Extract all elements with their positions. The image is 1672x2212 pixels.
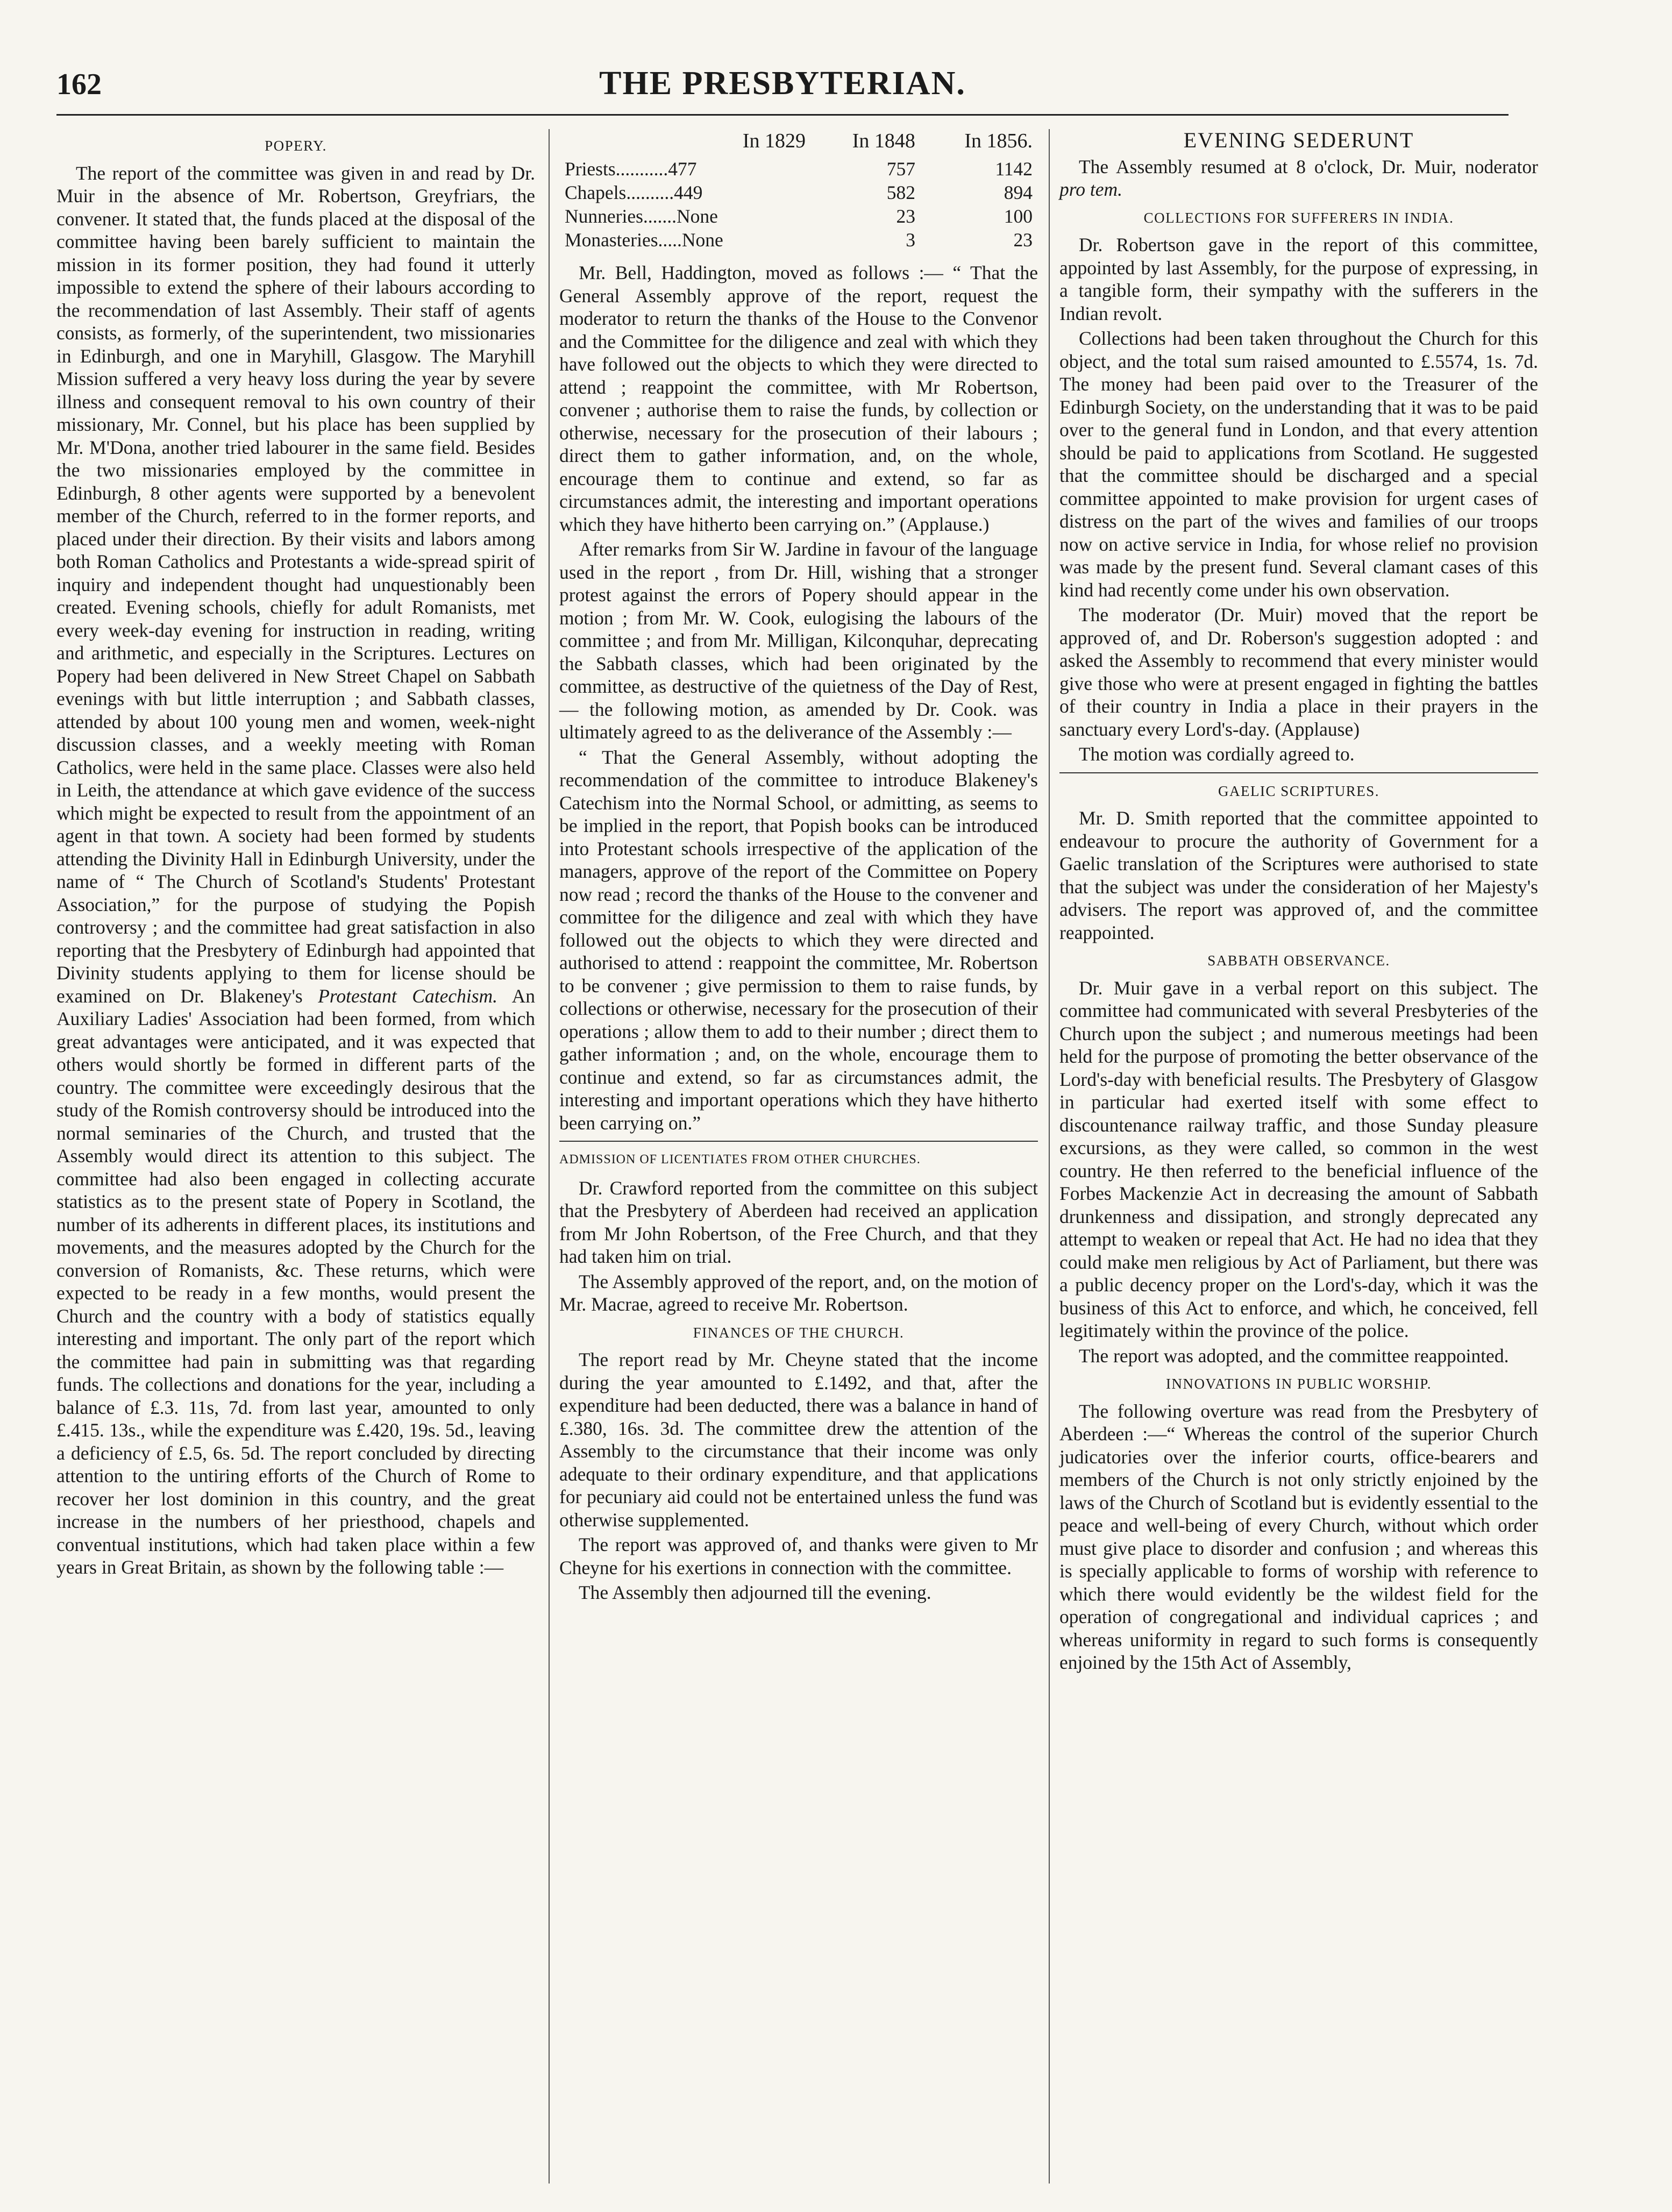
popery-statistics-table [559, 129, 1038, 252]
popery-text-italic: Protestant Catechism. [318, 985, 498, 1007]
section-heading-sabbath: SABBATH OBSERVANCE. [1207, 952, 1390, 969]
resumed-text: The Assembly resumed at 8 o'clock, Dr. Muir, noderator [1079, 155, 1538, 177]
deliverance-paragraph: “ That the General Assembly, without adopting the recommendation of the committee to introduce Blakeney's Catechism into the Normal School, or admitting, as seems to be implied in the report, that Popish books can be introduced into Protestant schools irrespective of the application of the managers, approve of the report of the Committee on Popery now read ; record the thanks of the House to the convener and committee for the diligence and zeal with which they have followed out the objects to which they were directed and authorised to attend : reappoint the committee, Mr. Robertson to be convener ; give permission to them to raise funds, by collections or otherwise, necessary for the prosecution of their operations ; allow them to add to their number ; direct them to gather information ; and, on the whole, encourage them to continue and extend, so far as circumstances admit, the interesting and important operations which they have hitherto been carrying on.” [559, 746, 1038, 1134]
page-number: 162 [56, 68, 102, 101]
row-value-1848: 23 [896, 205, 915, 227]
section-heading-popery: POPERY. [265, 138, 327, 154]
moderator-paragraph: The moderator (Dr. Muir) moved that the report be approved of, and Dr. Roberson's suggestion adopted : and asked the Assembly to recommend that every minister would give those who were at present engaged in fighting the battles of their country in India a place in their prayers in the sanctuary every Lord's-day. (Applause) [1059, 604, 1538, 740]
column-divider-2 [1049, 129, 1050, 2183]
macrae-paragraph: The Assembly approved of the report, and, on the motion of Mr. Macrae, agreed to receive Mr. Robertson. [559, 1270, 1038, 1315]
row-value-1856: 1142 [995, 158, 1033, 180]
table-row [559, 157, 1038, 181]
popery-paragraph [56, 162, 535, 1579]
header-rule [56, 114, 1509, 116]
sabbath-paragraph: Dr. Muir gave in a verbal report on this subject. The committee had communicated with several Presbyteries of the Church upon the subject ; and numerous meetings had been held for the purpose of promoting the better observance of the Lord's-day with beneficial results. The Presbytery of Glasgow in particular had exerted itself with some effect to discountenance railway traffic, and those Sunday pleasure excursions, as they were called, so common in the west country. He then referred to the beneficial influence of the Forbes Mackenzie Act in decreasing the amount of Sabbath drunkenness and dissipation, and strongly deprecated any attempt to weaken or repeal that Act. He had no idea that they could make men religious by Act of Parliament, but there was a public decency proper on the Lord's-day, which it was the business of this Act to enforce, and which, he conceived, fell legitimately within the province of the police. [1059, 977, 1538, 1341]
cheyne-thanks-paragraph: The report was approved of, and thanks were given to Mr Cheyne for his exertions in connection with the committee. [559, 1534, 1038, 1578]
section-heading-licentiates: ADMISSION OF LICENTIATES FROM OTHER CHURCHES. [559, 1153, 921, 1167]
row-value-1848: 3 [906, 229, 915, 251]
overture-paragraph: The following overture was read from the Presbytery of Aberdeen :—“ Whereas the control of the superior Church judicatories over the inferior courts, office-bearers and members of the Church is not only strictly enjoined by the laws of the Church of Scotland but is evidently essential to the peace and well-being of every Church, without which order must give place to disorder and confusion ; and whereas this is specially applicable to forms of worship with reference to which there would evidently be the wildest field for the operation of congregational and individual caprices ; and whereas uniformity in regard to such forms is consequently enjoined by the 15th Act of Assembly, [1059, 1400, 1538, 1673]
row-value-1856: 23 [1013, 229, 1033, 251]
row-label: Priests...........477 [565, 158, 697, 180]
column-divider-1 [549, 129, 550, 2183]
row-label: Monasteries.....None [565, 229, 723, 251]
section-heading-finances: FINANCES OF THE CHURCH. [693, 1324, 905, 1341]
table-header-1856: In 1856. [964, 130, 1033, 152]
table-row [559, 228, 1038, 252]
section-divider [559, 1141, 1038, 1142]
row-value-1848: 582 [886, 182, 915, 203]
row-value-1848: 757 [886, 158, 915, 180]
column-3 [1059, 129, 1538, 1676]
row-label: Chapels..........449 [565, 182, 703, 203]
page-header [56, 65, 1509, 110]
bell-motion-paragraph: Mr. Bell, Haddington, moved as follows :— “ That the General Assembly approve of the report, request the moderator to return the thanks of the House to the Convenor and the Committee for the diligence and zeal with which they have followed out the objects to which they were directed to attend ; reappoint the committee, with Mr Robertson, convener ; authorise them to raise the funds, by collection or otherwise, necessary for the prosecution of their labours ; direct them to gather information, and, on the whole, encourage them to continue and extend, so far as circumstances admit, the interesting and important operations which they have hitherto been carrying on.” (Applause.) [559, 262, 1038, 535]
gaelic-paragraph: Mr. D. Smith reported that the committee appointed to endeavour to procure the authority of Government for a Gaelic translation of the Scriptures were authorised to state that the subject was under the consideration of her Majesty's advisers. The report was approved of, and the committee reappointed. [1059, 807, 1538, 943]
section-divider [1059, 772, 1538, 773]
section-heading-india: COLLECTIONS FOR SUFFERERS IN INDIA. [1143, 209, 1454, 226]
row-label: Nunneries.......None [565, 205, 718, 227]
table-header-1829: In 1829 [742, 130, 806, 152]
crawford-paragraph: Dr. Crawford reported from the committee on this subject that the Presbytery of Aberdeen had received an application from Mr John Robertson, of the Free Church, and that they had taken him on trial. [559, 1177, 1038, 1267]
cheyne-report-paragraph: The report read by Mr. Cheyne stated that the income during the year amounted to £.1492, and that, after the expenditure had been deducted, there was a balance in hand of £.380, 16s. 3d. The committee drew the attention of the Assembly to the circumstance that their income was only adequate to their ordinary expenditure, and that applications for pecuniary aid could not be entertained unless the fund was otherwise supplemented. [559, 1349, 1038, 1531]
running-title: THE PRESBYTERIAN. [599, 65, 966, 102]
adjourned-paragraph: The Assembly then adjourned till the evening. [579, 1582, 931, 1603]
row-value-1856: 100 [1004, 205, 1033, 227]
section-heading-evening-sederunt: EVENING SEDERUNT [1183, 128, 1414, 152]
column-1 [56, 129, 535, 1581]
collections-paragraph: Collections had been taken throughout the Church for this object, and the total sum raised amounted to £.5574, 1s. 7d. The money had been paid over to the Treasurer of the Edinburgh Society, on the understanding that it was to be paid over to the general fund in London, and that every attention should be paid to applications from Scotland. He suggested that the committee should be discharged and a special committee appointed to make provision for urgent cases of distress on the part of the wives and families of our troops now on active service in India, for whose relief no provision was made by the present fund. Several clamant cases of this kind had recently come under his own observation. [1059, 328, 1538, 601]
column-2 [559, 129, 1038, 1606]
popery-text-a: The report of the committee was given in and read by Dr. Muir in the absence of Mr. Robertson, Greyfriars, the convener. It stated that, the funds placed at the disposal of the committee having been barely sufficient to maintain the mission in its former position, they had found it utterly impossible to extend the sphere of their labours according to the recommendation of last Assembly. Their staff of agents consists, as formerly, of the superintendent, two missionaries in Edinburgh, and one in Maryhill, Glasgow. The Maryhill Mission suffered a very heavy loss during the year by severe illness and consequent removal to his own country of their missionary, Mr. Connel, but his place has been supplied by Mr. M'Dona, another tried labourer in the same field. Besides the two missionaries employed by the committee in Edinburgh, 8 other agents were supported by a benevolent member of the Church, referred to in the former reports, and placed under their direction. By their visits and labors among both Roman Catholics and Protestants a wide-spread spirit of inquiry and independent thought had unquestionably been created. Evening schools, chiefly for adult Romanists, met every week-day evening for instruction in reading, writing and arithmetic, and especially in the Scriptures. Lectures on Popery had been delivered in New Street Chapel on Sabbath evenings with but little interruption ; and Sabbath classes, attended by about 100 young men and women, week-night discussion classes, and a weekly meeting with Roman Catholics, were held in the same place. Classes were also held in Leith, the attendance at which gave evidence of the success which might be expected to result from the appointment of an agent in that town. A society had been formed by students attending the Divinity Hall in Edinburgh University, under the name of “ The Church of Scotland's Students' Protestant Association,” for the purpose of studying the Popish controversy ; and the committee had great satisfaction in also reporting that the Presbytery of Edinburgh had appointed that Divinity students applying to them for license should be examined on Dr. Blakeney's [56, 162, 535, 1007]
motion-agreed-paragraph: The motion was cordially agreed to. [1079, 743, 1355, 765]
table-row [559, 204, 1038, 228]
resumed-paragraph [1059, 155, 1538, 201]
row-value-1856: 894 [1004, 182, 1033, 203]
robertson-india-paragraph: Dr. Robertson gave in the report of this committee, appointed by last Assembly, for the purpose of expressing, in a tangible form, their sympathy with the sufferers in the Indian revolt. [1059, 234, 1538, 324]
resumed-italic: pro tem. [1059, 179, 1123, 200]
table-header-row [559, 129, 1038, 157]
remarks-paragraph: After remarks from Sir W. Jardine in favour of the language used in the report , from Dr. Hill, wishing that a stronger protest against the errors of Popery should appear in the motion ; from Mr. W. Cook, eulogising the labours of the committee ; and from Mr. Milligan, Kilconquhar, deprecating the Sabbath classes, which had been originated by the committee, as destructive of the quietness of the Day of Rest,— the following motion, as amended by Dr. Cook. was ultimately agreed to as the deliverance of the Assembly :— [559, 538, 1038, 743]
section-heading-gaelic: GAELIC SCRIPTURES. [1218, 783, 1380, 799]
sabbath-adopted-paragraph: The report was adopted, and the committee reappointed. [1079, 1345, 1509, 1367]
table-header-1848: In 1848 [852, 130, 915, 152]
popery-text-b: An Auxiliary Ladies' Association had been formed, from which great advantages were anticipated, and it was expected that others would shortly be formed in different parts of the country. The committee were exceedingly desirous that the study of the Romish controversy should be introduced into the normal seminaries of the Church, and trusted that the Assembly would direct its attention to this subject. The committee had also been engaged in collecting accurate statistics as to the present state of Popery in Scotland, the number of its adherents in different places, its institutions and movements, and the measures adopted by the Church for the conversion of Romanists, &c. These returns, which were expected to be ready in a few months, would present the Church and the country with a body of statistics equally interesting and important. The only part of the report which the committee had pain in submitting was that regarding funds. The collections and donations for the year, including a balance of £.3. 11s, 7d. from last year, amounted to only £.415. 13s., while the expenditure was £.420, 19s. 5d., leaving a deficiency of £.5, 6s. 5d. The report concluded by directing attention to the untiring efforts of the Church of Rome to recover her lost dominion in this country, and the great increase in the numbers of her priesthood, chapels and conventual institutions, which had taken place within a few years in Great Britain, as shown by the following table :— [56, 985, 536, 1578]
section-heading-innovations: INNOVATIONS IN PUBLIC WORSHIP. [1165, 1376, 1432, 1392]
table-row [559, 181, 1038, 204]
